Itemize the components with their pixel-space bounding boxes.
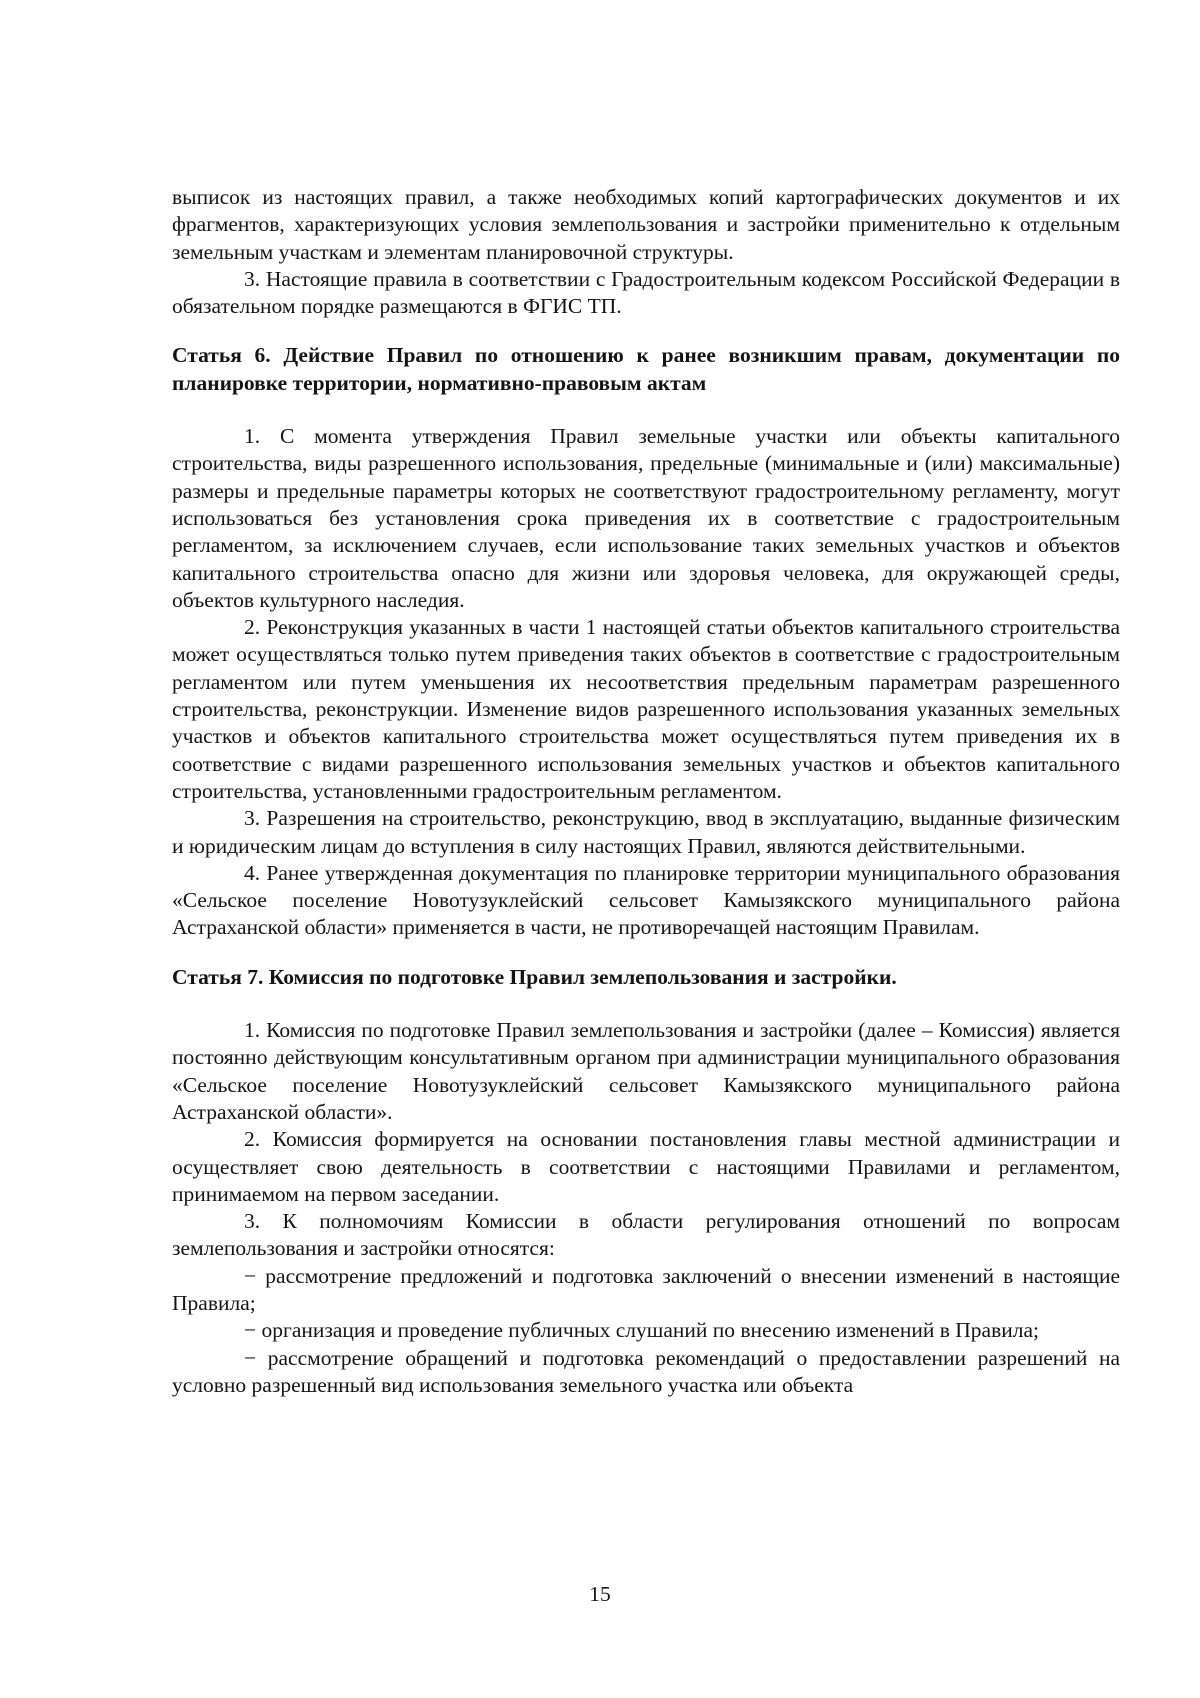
article-7-list-item-1: − рассмотрение предложений и подготовка заключений о внесении изменений в настоящие Правила; bbox=[172, 1263, 1120, 1315]
article-7-heading: Статья 7. Комиссия по подготовке Правил землепользования и застройки. bbox=[172, 964, 897, 989]
document-page bbox=[172, 184, 1120, 1399]
intro-paragraph-3: 3. Настоящие правила в соответствии с Градостроительным кодексом Российской Федерации в обязательном порядке размещаются в ФГИС ТП. bbox=[172, 266, 1120, 319]
article-7-paragraph-1: 1. Комиссия по подготовке Правил землепользования и застройки (далее – Комиссия) является постоянно действующим консультативным органом при администрации муниципального образования «Сельское поселение Новотузуклейский сельсовет Камызякского муниципального района Астраханской области». bbox=[172, 1018, 1120, 1124]
article-7-list-item-2: − организация и проведение публичных слушаний по внесению изменений в Правила; bbox=[244, 1318, 1039, 1343]
article-6-paragraph-4: 4. Ранее утвержденная документация по планировке территории муниципального образования «Сельское поселение Новотузуклейский сельсовет Камызякского муниципального района Астраханской области» применяется в части, не противоречащей настоящим Правилам. bbox=[172, 860, 1120, 940]
article-7-paragraph-2: 2. Комиссия формируется на основании постановления главы местной администрации и осуществляет свою деятельность в соответствии с настоящими Правилами и регламентом, принимаемом на первом заседании. bbox=[172, 1127, 1120, 1206]
article-6-paragraph-1: 1. С момента утверждения Правил земельные участки или объекты капитального строительства, виды разрешенного использования, предельные (минимальные и (или) максимальные) размеры и предельные параметры которых не соответствуют градостроительному регламенту, могут использоваться без установления срока приведения их в соответствие с градостроительным регламентом, за исключением случаев, если использование таких земельных участков и объектов капитального строительства опасно для жизни или здоровья человека, для окружающей среды, объектов культурного наследия. bbox=[172, 424, 1120, 612]
article-6-heading: Статья 6. Действие Правил по отношению к ранее возникшим правам, документации по планировке территории, нормативно-правовым актам bbox=[172, 343, 1120, 395]
article-7-list-item-3: − рассмотрение обращений и подготовка рекомендаций о предоставлении разрешений на условно разрешенный вид использования земельного участка или объекта bbox=[172, 1345, 1120, 1397]
article-6-paragraph-3: 3. Разрешения на строительство, реконструкцию, ввод в эксплуатацию, выданные физическим и юридическим лицам до вступления в силу настоящих Правил, являются действительными. bbox=[172, 806, 1120, 858]
intro-paragraph-continued: выписок из настоящих правил, а также необходимых копий картографических документов и их фрагментов, характеризующих условия землепользования и застройки применительно к отдельным земельным участкам и элементам планировочной структуры. bbox=[172, 185, 1120, 264]
page-number: 15 bbox=[589, 1582, 611, 1606]
article-7-paragraph-3: 3. К полномочиям Комиссии в области регулирования отношений по вопросам землепользования и застройки относятся: bbox=[172, 1209, 1120, 1261]
article-6-paragraph-2: 2. Реконструкция указанных в части 1 настоящей статьи объектов капитального строительства может осуществляться только путем приведения таких объектов в соответствие с градостроительным регламентом или путем уменьшения их несоответствия предельным параметрам разрешенного строительства, реконструкции. Изменение видов разрешенного использования указанных земельных участков и объектов капитального строительства может осуществляться путем приведения их в соответствие с видами разрешенного использования земельных участков и объектов капитального строительства, установленными градостроительным регламентом. bbox=[172, 615, 1120, 803]
